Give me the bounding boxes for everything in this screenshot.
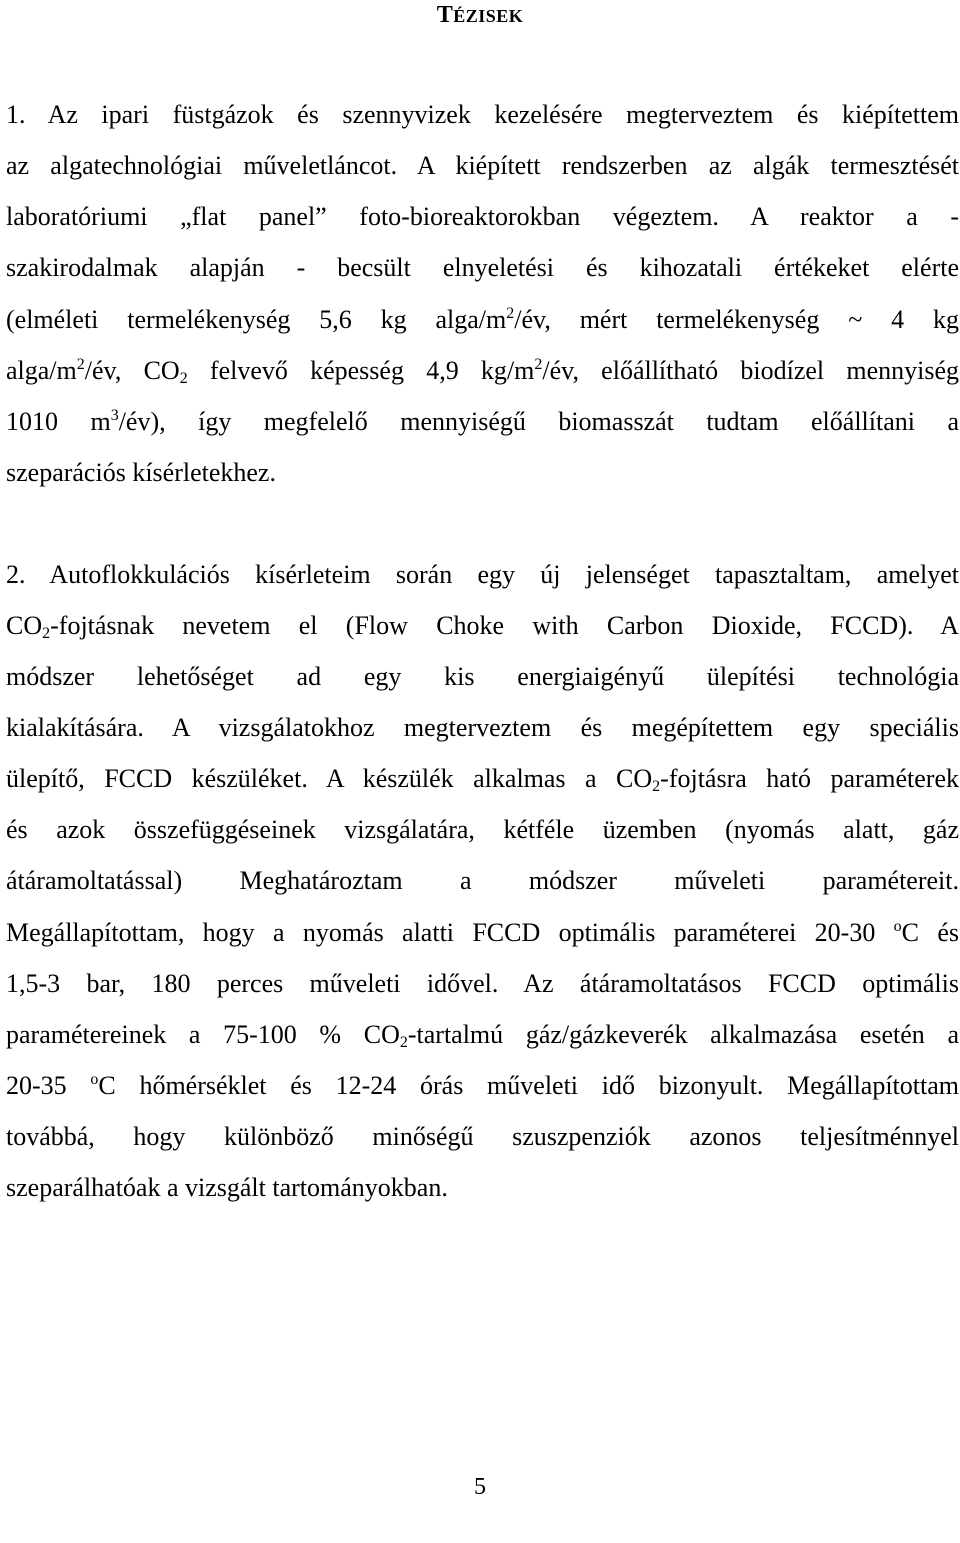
text-line: ülepítő, FCCD készüléket. A készülék alkalmas a $CO_2$-fojtásra ható paraméterek [6, 764, 959, 795]
text-line: 1,5-3 bar, 180 perces műveleti idővel. Az átáramoltatásos FCCD optimális [6, 969, 959, 998]
text-line: 1010 $m^3/év$), így megfelelő mennyiségű biomasszát tudtam előállítani a [6, 407, 959, 436]
text-line: az algatechnológiai műveletláncot. A kiépített rendszerben az algák termesztését [6, 151, 959, 180]
text-line: továbbá, hogy különböző minőségű szuszpenziók azonos teljesítménnyel [6, 1122, 959, 1151]
text-line: és azok összefüggéseinek vizsgálatára, kétféle üzemben (nyomás alatt, gáz [6, 815, 959, 844]
text-line: 2. Autoflokkulációs kísérleteim során egy új jelenséget tapasztaltam, amelyet [6, 560, 959, 589]
text-line: alga/$m^2/év$, $CO_2$ felvevő képesség 4,9 $kg/m^2/év$, előállítható biodízel mennyiség [6, 356, 959, 387]
text-line: paramétereinek a 75-100 % $CO_2$-tartalmú gáz/gázkeverék alkalmazása esetén a [6, 1020, 959, 1051]
text-line: módszer lehetőséget ad egy kis energiaigényű ülepítési technológia [6, 662, 959, 691]
page-number: 5 [474, 1474, 486, 1500]
text-line: Megállapítottam, hogy a nyomás alatti FCCD optimális paraméterei 20-30 $^o$C és [6, 918, 959, 947]
text-line: szeparációs kísérletekhez. [6, 458, 276, 487]
text-line: szakirodalmak alapján - becsült elnyeletési és kihozatali értékeket elérte [6, 253, 959, 282]
text-line: szeparálhatóak a vizsgált tartományokban. [6, 1173, 448, 1202]
title-first-letter: T [436, 2, 454, 28]
text-line: $CO_2$-fojtásnak nevetem el (Flow Choke with Carbon Dioxide, FCCD). A [6, 611, 959, 642]
text-line: laboratóriumi „flat panel” foto-bioreaktorokban végeztem. A reaktor a - [6, 202, 959, 231]
text-line: átáramoltatással) Meghatároztam a módszer műveleti paramétereit. [6, 866, 959, 895]
page-title [0, 0, 960, 31]
text-line: (elméleti termelékenység 5,6 kg alga/$m^2/év$, mért termelékenység ~ 4 kg [6, 305, 959, 334]
title-rest: ÉZISEK [453, 6, 524, 26]
text-line: 20-35 $^o$C hőmérséklet és 12-24 órás műveleti idő bizonyult. Megállapítottam [6, 1071, 959, 1100]
text-line: 1. Az ipari füstgázok és szennyvizek kezelésére megterveztem és kiépítettem [6, 100, 959, 129]
text-line: kialakítására. A vizsgálatokhoz megterveztem és megépítettem egy speciális [6, 713, 959, 742]
